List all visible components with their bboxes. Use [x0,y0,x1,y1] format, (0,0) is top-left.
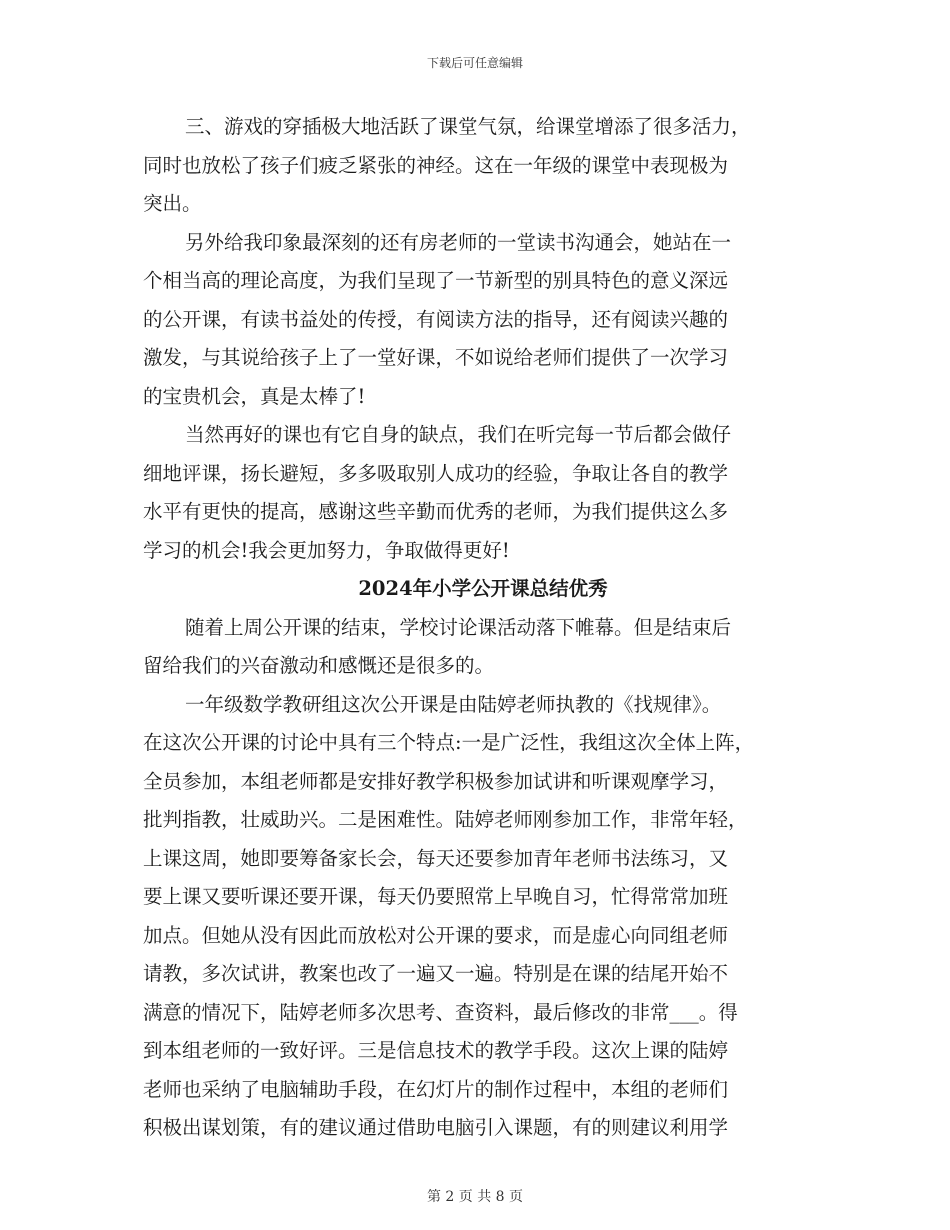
document-body [143,108,823,1148]
text-line: 全员参加，本组老师都是安排好教学积极参加试讲和听课观摩学习， [143,769,729,793]
text-line: 到本组老师的一致好评。三是信息技术的教学手段。这次上课的陆婷 [143,1039,729,1062]
text-line: 上课这周，她即要筹备家长会，每天还要参加青年老师书法练习，又 [143,846,729,870]
text-line: 留给我们的兴奋激动和感慨还是很多的。 [143,654,495,677]
text-line: 老师也采纳了电脑辅助手段，在幻灯片的制作过程中，本组的老师们 [143,1077,729,1101]
text-line: 当然再好的课也有它自身的缺点，我们在听完每一节后都会做仔 [185,423,732,446]
text-line: 学习的机会!我会更加努力，争取做得更好! [143,538,510,562]
text-line: 满意的情况下，陆婷老师多次思考、查资料，最后修改的非常___。得 [143,1000,738,1024]
text-line: 加点。但她从没有因此而放松对公开课的要求，而是虚心向同组老师 [143,923,729,947]
section-after-title [143,609,823,1148]
text-line: 突出。 [143,192,202,215]
text-line: 水平有更快的提高，感谢这些辛勤而优秀的老师，为我们提供这么多 [143,500,729,523]
page-header-note: 下载后可任意编辑 [426,56,523,70]
text-line: 的公开课，有读书益处的传授，有阅读方法的指导，还有阅读兴趣的 [143,307,729,331]
text-line: 激发，与其说给孩子上了一堂好课，不如说给老师们提供了一次学习 [143,346,729,369]
text-line: 一年级数学教研组这次公开课是由陆婷老师执教的《找规律》。 [185,692,722,716]
text-line: 个相当高的理论高度，为我们呈现了一节新型的别具特色的意义深远 [143,269,729,292]
text-line: 另外给我印象最深刻的还有房老师的一堂读书沟通会，她站在一 [185,230,732,254]
text-line: 的宝贵机会，真是太棒了! [143,384,366,408]
text-line: 三、游戏的穿插极大地活跃了课堂气氛，给课堂增添了很多活力， [185,115,751,138]
page-footer-number: 第 2 页 共 8 页 [426,1189,524,1205]
text-line: 随着上周公开课的结束，学校讨论课活动落下帷幕。但是结束后 [185,615,732,639]
text-line: 请教，多次试讲，教案也改了一遍又一遍。特别是在课的结尾开始不 [143,962,729,985]
section-title: 2024年小学公开课总结优秀 [358,577,608,600]
text-line: 批判指教，壮威助兴。二是困难性。陆婷老师刚参加工作，非常年轻， [143,808,748,831]
text-line: 同时也放松了孩子们疲乏紧张的神经。这在一年级的课堂中表现极为 [143,153,729,177]
text-line: 在这次公开课的讨论中具有三个特点:一是广泛性，我组这次全体上阵， [143,731,755,754]
text-line: 要上课又要听课还要开课，每天仍要照常上早晚自习，忙得常常加班 [143,885,729,908]
section-before-title [143,108,823,570]
text-line: 积极出谋划策，有的建议通过借助电脑引入课题，有的则建议利用学 [143,1116,729,1139]
text-line: 细地评课，扬长避短，多多吸取别人成功的经验，争取让各自的教学 [143,461,729,485]
